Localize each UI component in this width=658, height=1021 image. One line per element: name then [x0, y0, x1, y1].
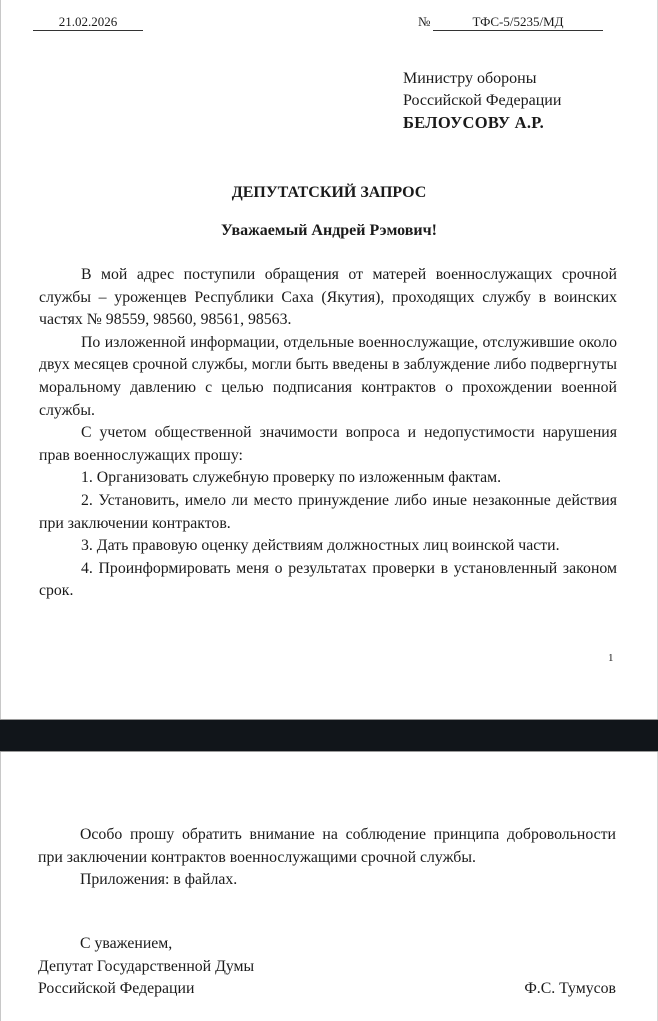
- addressee-block: [403, 68, 561, 134]
- document-number-label: №: [418, 14, 431, 29]
- request-item: 3. Дать правовую оценку действиям должностных лиц воинской части.: [81, 537, 560, 555]
- paragraph: По изложенной информации, отдельные военнослужащие, отслужившие около двух месяцев срочной службы, могли быть введены в заблуждение либо подвергнуты моральному давлению с целью подписания контрактов о прохождении военной службы.: [39, 333, 617, 419]
- paragraph: Особо прошу обратить внимание на соблюдение принципа добровольности при заключении контрактов военнослужащими срочной службы.: [38, 826, 616, 866]
- request-item: 4. Проинформировать меня о результатах проверки в установленный законом срок.: [39, 559, 617, 600]
- request-item: 1. Организовать служебную проверку по изложенным фактам.: [81, 469, 502, 487]
- attachments-note: Приложения: в файлах.: [80, 871, 238, 889]
- document-title: ДЕПУТАТСКИЙ ЗАПРОС: [231, 184, 427, 201]
- addressee-name: БЕЛОУСОВУ А.Р.: [403, 113, 545, 132]
- signer-name: Ф.С. Тумусов: [524, 980, 616, 997]
- document-number: ТФС-5/5235/МД: [433, 14, 603, 31]
- paragraph: С учетом общественной значимости вопроса и недопустимости нарушения прав военнослужащих прошу:: [39, 424, 617, 464]
- request-item: 2. Установить, имело ли место принуждение либо иные незаконные действия при заключении контрактов.: [39, 491, 617, 532]
- signer-position-line-2: Российской Федерации: [38, 980, 195, 998]
- closing-block: [38, 933, 254, 1001]
- signer-position-line-1: Депутат Государственной Думы: [38, 957, 255, 975]
- greeting: Уважаемый Андрей Рэмович!: [221, 222, 437, 239]
- document-date: 21.02.2026: [33, 14, 143, 31]
- page-separator: [0, 719, 658, 752]
- regards: С уважением,: [80, 935, 173, 952]
- document-body-page-2: [38, 824, 616, 892]
- addressee-line-2: Российской Федерации: [403, 92, 562, 109]
- document-body: [39, 264, 617, 603]
- addressee-line-1: Министру обороны: [403, 70, 537, 87]
- paragraph: В мой адрес поступили обращения от матерей военнослужащих срочной службы – уроженцев Республики Саха (Якутия), проходящих службу в воинских частях № 98559, 98560, 98561, 98563.: [39, 266, 617, 329]
- page-number: 1: [608, 652, 614, 664]
